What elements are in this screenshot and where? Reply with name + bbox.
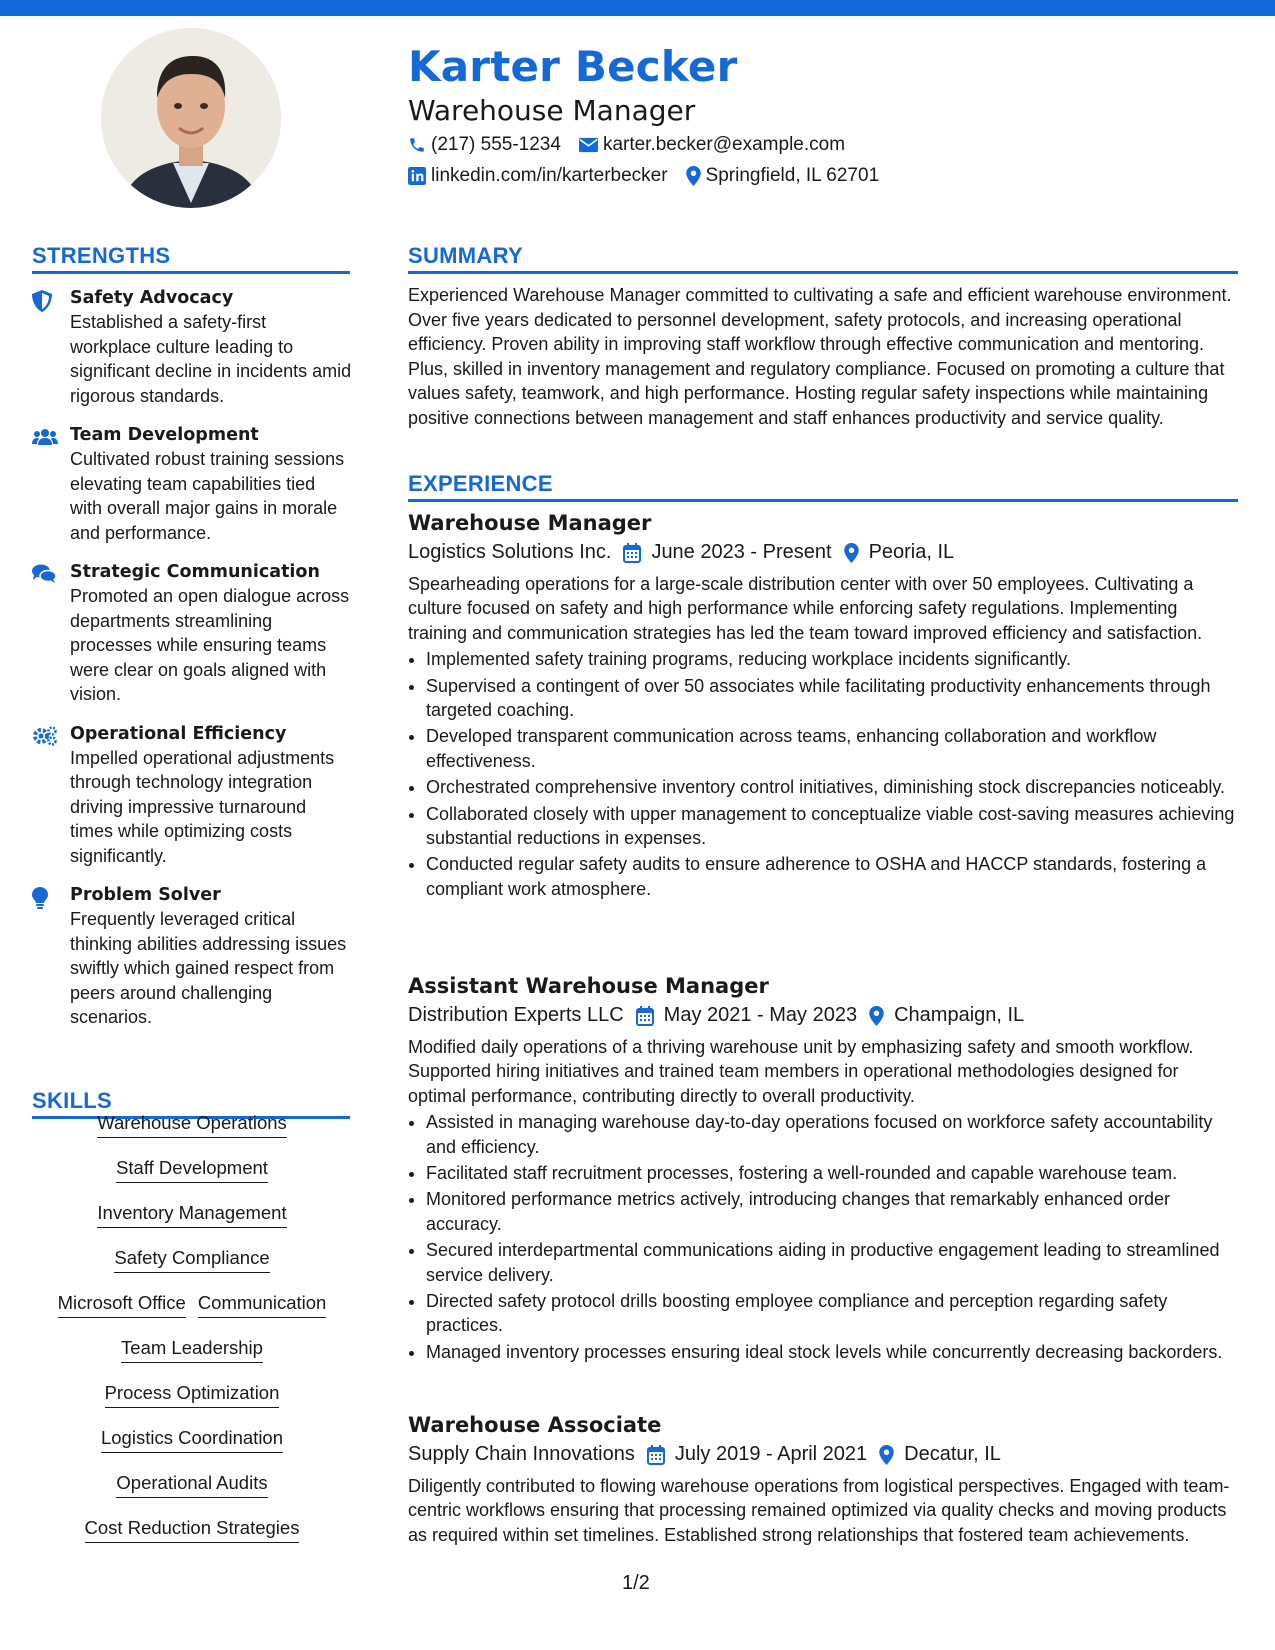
job-meta [408, 1443, 1238, 1466]
bullet-item: • Collaborated closely with upper management to conceptualize viable cost-saving measures achieving substantial reductions in expenses. [426, 802, 1238, 851]
skill-tag: Warehouse Operations [97, 1112, 287, 1138]
candidate-title: Warehouse Manager [408, 94, 696, 127]
job-title: Warehouse Associate [408, 1413, 662, 1437]
bullet-item: • Secured interdepartmental communications aiding in productive engagement leading to streamlined service delivery. [426, 1238, 1238, 1287]
shield-icon [32, 290, 52, 312]
email-item[interactable] [579, 134, 845, 156]
job-description: Modified daily operations of a thriving warehouse unit by emphasizing safety and smooth workflow. Supported hiring initiatives and trained team members in operational methodologies designed for optimal performance, contributing directly to overall productivity. [408, 1037, 1194, 1106]
skills-list [32, 1112, 352, 1562]
users-icon [32, 427, 58, 447]
bullet-item: • Supervised a contingent of over 50 associates while facilitating productivity enhancements through targeted coaching. [426, 674, 1238, 723]
strength-title: Problem Solver [70, 885, 221, 905]
linkedin-text: linkedin.com/in/karterbecker [431, 165, 668, 186]
job-bullets [408, 647, 1238, 901]
strength-desc: Impelled operational adjustments through technology integration driving impressive turnaround times while optimizing costs significantly. [70, 747, 335, 866]
job-description: Diligently contributed to flowing warehouse operations from logistical perspectives. Engaged with team-centric workflows ensuring that processing remained optimized via quality checks and moving products as required within set timelines. Established strong relationships that fostered team achievements. [408, 1476, 1230, 1545]
skills-heading: SKILLS [32, 1088, 350, 1119]
contact-row-2 [408, 165, 897, 187]
page-number: 1/2 [622, 1572, 650, 1594]
bullet-item: • Facilitated staff recruitment processes, fostering a well-rounded and capable warehouse team. [426, 1161, 1238, 1185]
strengths-list [32, 288, 352, 1047]
job-dates: May 2021 - May 2023 [663, 1004, 858, 1026]
summary-heading: SUMMARY [408, 243, 1238, 274]
strength-title: Safety Advocacy [70, 288, 234, 308]
job-bullets [408, 1110, 1238, 1364]
strength-item [32, 724, 352, 869]
bullet-item: • Developed transparent communication across teams, enhancing collaboration and workflow effectiveness. [426, 724, 1238, 773]
skill-tag: Operational Audits [116, 1472, 267, 1498]
location-item [686, 165, 880, 187]
job-location: Decatur, IL [904, 1443, 1001, 1465]
calendar-icon [647, 1445, 665, 1465]
strength-item [32, 885, 352, 1030]
linkedin-item[interactable] [408, 165, 668, 187]
bullet-item: • Conducted regular safety audits to ensure adherence to OSHA and HACCP standards, fostering a compliant work atmosphere. [426, 852, 1238, 901]
company-name: Logistics Solutions Inc. [408, 541, 612, 563]
email-text: karter.becker@example.com [602, 134, 846, 155]
strength-desc: Frequently leveraged critical thinking abilities addressing issues swiftly which gained respect from peers around challenging scenarios. [70, 909, 347, 1027]
strength-item [32, 288, 352, 408]
skill-tag: Communication [198, 1292, 327, 1318]
strength-title: Team Development [70, 425, 259, 445]
experience-heading: EXPERIENCE [408, 471, 1238, 502]
map-pin-icon [879, 1445, 894, 1465]
bullet-item: • Orchestrated comprehensive inventory control initiatives, diminishing stock discrepancies noticeably. [426, 775, 1238, 799]
envelope-icon [579, 137, 598, 153]
bullet-item: • Directed safety protocol drills boosting employee compliance and perception regarding safety practices. [426, 1289, 1238, 1338]
location-text: Springfield, IL 62701 [705, 165, 880, 186]
skill-tag: Staff Development [116, 1157, 268, 1183]
gears-icon [32, 726, 58, 746]
strength-item [32, 425, 352, 545]
job-meta [408, 541, 1238, 564]
profile-photo [101, 28, 281, 208]
strength-desc: Promoted an open dialogue across departments streamlining processes while ensuring teams were clear on goals aligned with vision. [70, 586, 350, 704]
company-name: Distribution Experts LLC [408, 1004, 624, 1026]
candidate-name: Karter Becker [408, 42, 738, 91]
phone-text: (217) 555-1234 [431, 134, 561, 155]
bullet-item: • Assisted in managing warehouse day-to-day operations focused on workforce safety accountability and efficiency. [426, 1110, 1238, 1159]
strength-title: Operational Efficiency [70, 723, 287, 744]
map-pin-icon [686, 166, 701, 186]
strength-desc: Established a safety-first workplace culture leading to significant decline in incidents amid rigorous standards. [70, 312, 352, 406]
bullet-item: • Managed inventory processes ensuring ideal stock levels while concurrently decreasing backorders. [426, 1340, 1238, 1364]
comments-icon [32, 564, 56, 584]
skill-tag: Cost Reduction Strategies [85, 1517, 300, 1543]
phone-icon [408, 136, 426, 154]
job-location: Champaign, IL [894, 1004, 1025, 1026]
job-dates: June 2023 - Present [651, 541, 832, 563]
lightbulb-icon [32, 887, 48, 909]
skill-tag: Team Leadership [121, 1337, 263, 1363]
linkedin-icon [408, 167, 426, 185]
company-name: Supply Chain Innovations [408, 1443, 635, 1465]
calendar-icon [623, 543, 641, 563]
job-title: Warehouse Manager [408, 511, 652, 535]
skill-tag: Process Optimization [105, 1382, 280, 1408]
strength-item [32, 562, 352, 707]
map-pin-icon [869, 1006, 884, 1026]
top-accent-bar [0, 0, 1275, 16]
experience-entry [408, 974, 1238, 1366]
contact-row-1 [408, 134, 863, 156]
job-meta [408, 1004, 1238, 1027]
experience-entry [408, 1413, 1238, 1547]
job-location: Peoria, IL [868, 541, 955, 563]
phone-item[interactable] [408, 134, 561, 156]
bullet-item: • Monitored performance metrics actively, introducing changes that remarkably enhanced order accuracy. [426, 1187, 1238, 1236]
job-description: Spearheading operations for a large-scale distribution center with over 50 employees. Cultivating a culture focused on safety and high performance while enforcing safety regulations. Implementing training and communication strategies has led the team toward improved efficiency and satisfaction. [408, 574, 1203, 643]
skill-tag: Inventory Management [97, 1202, 286, 1228]
strengths-heading: STRENGTHS [32, 243, 350, 274]
experience-entry [408, 511, 1238, 903]
job-dates: July 2019 - April 2021 [674, 1443, 868, 1465]
job-title: Assistant Warehouse Manager [408, 974, 769, 998]
strength-desc: Cultivated robust training sessions elevating team capabilities tied with overall major gains in morale and performance. [70, 449, 345, 543]
skill-tag: Logistics Coordination [101, 1427, 283, 1453]
bullet-item: • Implemented safety training programs, reducing workplace incidents significantly. [426, 647, 1238, 671]
summary-text: Experienced Warehouse Manager committed to cultivating a safe and efficient warehouse environment. Over five years dedicated to personnel development, safety protocols, and increasing operational efficiency. Proven ability in improving staff workflow through effective communication and mentoring. Plus, skilled in inventory management and regulatory compliance. Focused on promoting a culture that values safety, teamwork, and high performance. Hosting regular safety inspections while maintaining positive connections between management and staff enhances productivity and service quality. [408, 285, 1232, 428]
skill-tag: Safety Compliance [114, 1247, 269, 1273]
map-pin-icon [844, 543, 859, 563]
strength-title: Strategic Communication [70, 562, 320, 582]
calendar-icon [636, 1006, 654, 1026]
skill-tag: Microsoft Office [58, 1292, 186, 1318]
